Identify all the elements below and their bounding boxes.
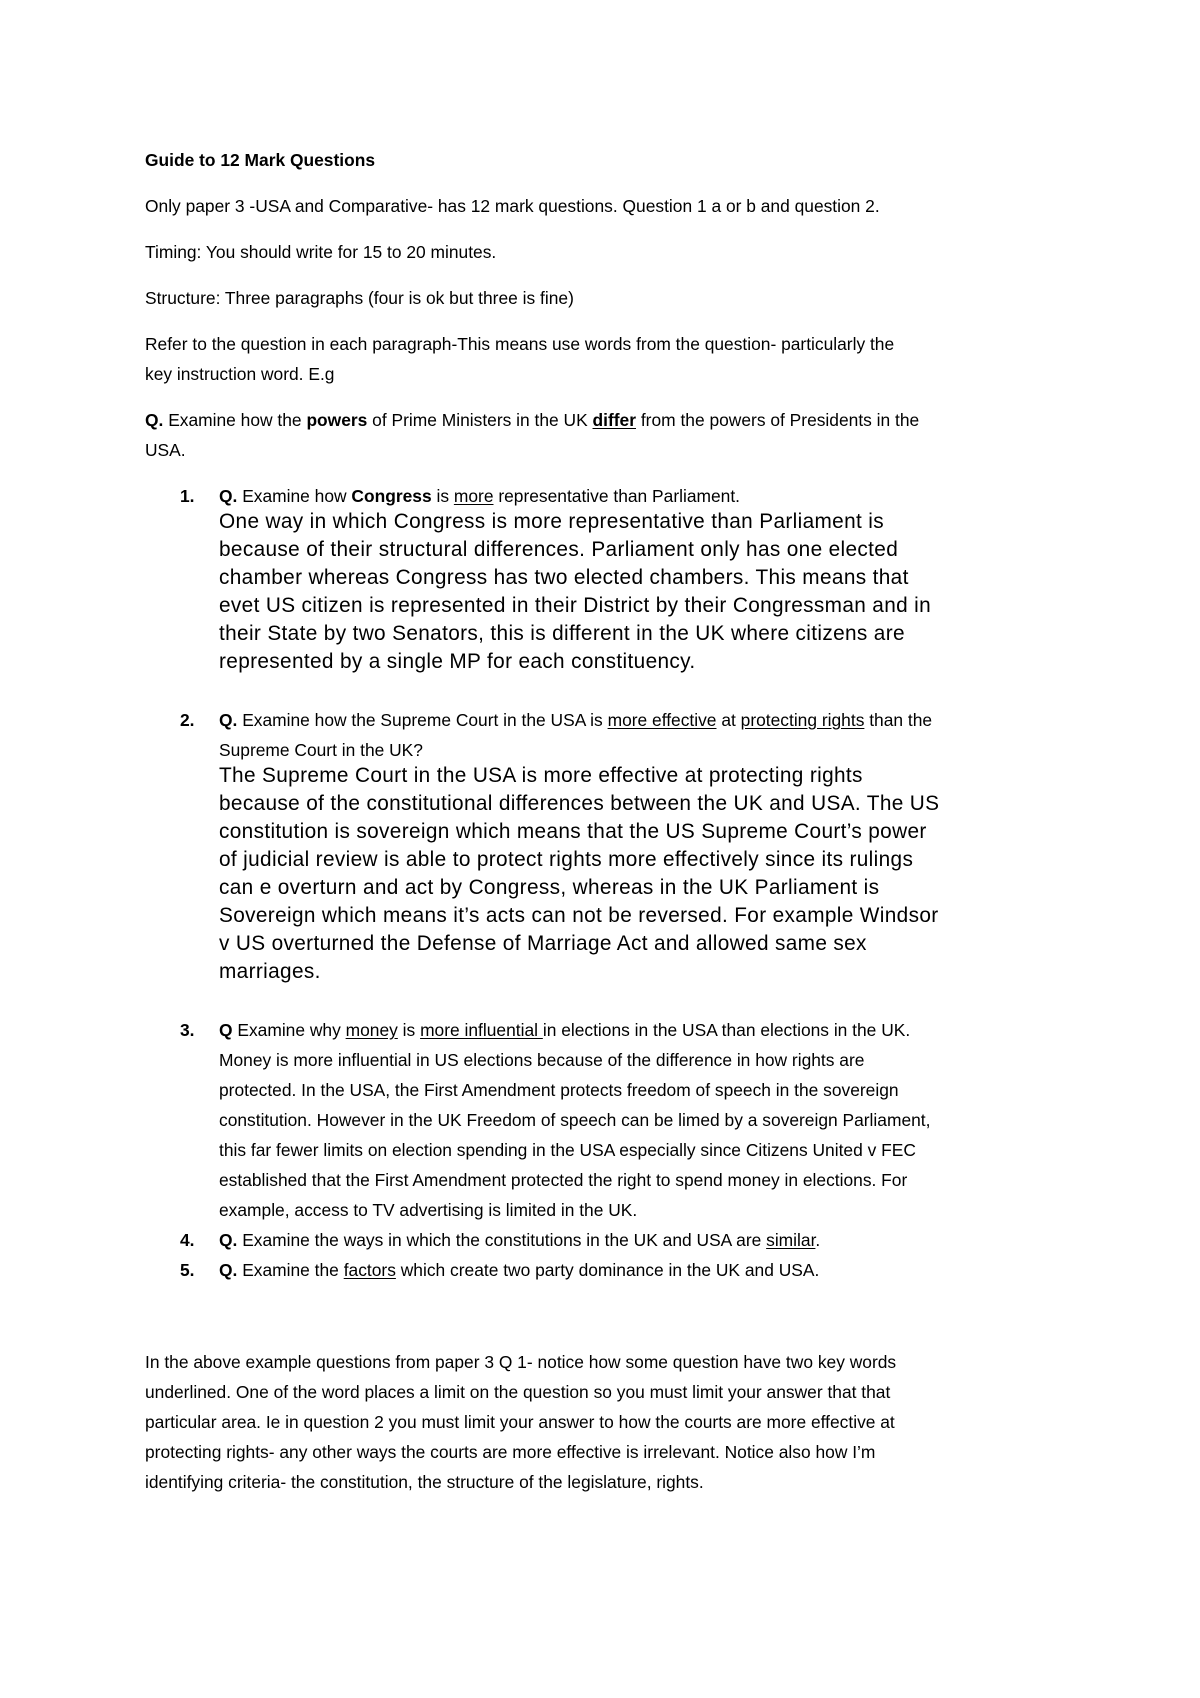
question-1-answer-line: chamber whereas Congress has two elected chambers. This means that	[219, 566, 909, 589]
question-2-q-marker: Q.	[219, 710, 238, 730]
question-5-factors: factors	[343, 1260, 396, 1280]
question-2-answer-line: Sovereign which means it’s acts can not be reversed. For example Windsor	[219, 904, 939, 927]
question-5-text-1: Examine the	[237, 1260, 344, 1280]
question-1-answer-line: because of their structural differences. Parliament only has one elected	[219, 538, 899, 561]
question-2-more-effective: more effective	[607, 710, 717, 730]
question-3-number: 3.	[180, 1020, 195, 1040]
question-2-answer-line: can e overturn and act by Congress, whereas in the UK Parliament is	[219, 876, 880, 899]
question-3-text-3: in elections in the USA than elections in the UK.	[542, 1020, 911, 1040]
question-1-q-marker: Q.	[219, 486, 238, 506]
intro-structure	[145, 290, 574, 307]
question-3-answer-line: this far fewer limits on election spending in the USA especially since Citizens United v FEC	[219, 1140, 916, 1160]
example-question-line-2: USA.	[145, 440, 186, 460]
question-3-answer-line: protected. In the USA, the First Amendment protects freedom of speech in the sovereign	[219, 1080, 899, 1100]
question-2-answer-line: marriages.	[219, 960, 321, 983]
question-4-text-1: Examine the ways in which the constitutions in the UK and USA are	[237, 1230, 767, 1250]
question-1-prompt	[219, 488, 740, 505]
question-2-prompt	[219, 712, 932, 729]
intro-only-paper: Only paper 3 -USA and Comparative- has 12 mark questions. Question 1 a or b and question 2.	[145, 196, 880, 216]
question-4-similar: similar	[766, 1230, 816, 1250]
question-2-text-2: at	[716, 710, 741, 730]
question-1-answer-line: their State by two Senators, this is different in the UK where citizens are	[219, 622, 905, 645]
question-2-prompt-line-2: Supreme Court in the UK?	[219, 740, 423, 760]
question-4-text-2: .	[815, 1230, 821, 1250]
question-3-answer-line: example, access to TV advertising is limited in the UK.	[219, 1200, 638, 1220]
example-q-text-1: Examine how the	[163, 410, 307, 430]
question-4-prompt	[219, 1232, 820, 1249]
example-q-differ: differ	[592, 410, 636, 430]
closing-line: protecting rights- any other ways the courts are more effective is irrelevant. Notice also how I’m	[145, 1442, 876, 1462]
intro-refer-line-2: key instruction word. E.g	[145, 364, 335, 384]
question-3-text-2: is	[397, 1020, 421, 1040]
question-1-text-1: Examine how	[237, 486, 352, 506]
question-5-q-marker: Q.	[219, 1260, 238, 1280]
example-q-text-3: from the powers of Presidents in the	[636, 410, 920, 430]
example-q-text-2: of Prime Ministers in the UK	[367, 410, 593, 430]
question-4-q-marker: Q.	[219, 1230, 238, 1250]
closing-line: identifying criteria- the constitution, the structure of the legislature, rights.	[145, 1472, 704, 1492]
question-2-answer-line: The Supreme Court in the USA is more effective at protecting rights	[219, 764, 863, 787]
question-5-text-2: which create two party dominance in the UK and USA.	[395, 1260, 820, 1280]
example-q-powers: powers	[306, 410, 368, 430]
question-5-number: 5.	[180, 1260, 195, 1280]
question-3-answer-line: constitution. However in the UK Freedom of speech can be limed by a sovereign Parliament,	[219, 1110, 931, 1130]
example-question-line-1	[145, 412, 919, 429]
question-2-text-3: than the	[864, 710, 933, 730]
question-1-text-2: is	[431, 486, 454, 506]
question-1-number: 1.	[180, 486, 195, 506]
question-3-q-marker: Q	[219, 1020, 233, 1040]
intro-refer-line-1: Refer to the question in each paragraph-This means use words from the question- particularly the	[145, 334, 895, 354]
question-1-congress: Congress	[351, 486, 432, 506]
question-1-answer-line: represented by a single MP for each constituency.	[219, 650, 696, 673]
example-q-marker: Q.	[145, 410, 164, 430]
closing-line: underlined. One of the word places a limit on the question so you must limit your answer that that	[145, 1382, 891, 1402]
question-5-prompt	[219, 1262, 819, 1279]
question-2-answer-line: of judicial review is able to protect rights more effectively since its rulings	[219, 848, 914, 871]
question-2-text-1: Examine how the Supreme Court in the USA is	[237, 710, 608, 730]
timing-text: : You should write for 15 to 20 minutes.	[196, 242, 497, 262]
timing-label: Timing	[145, 242, 197, 262]
intro-timing	[145, 244, 496, 261]
question-3-answer-line: Money is more influential in US elections because of the difference in how rights are	[219, 1050, 865, 1070]
question-3-answer-line: established that the First Amendment protected the right to spend money in elections. For	[219, 1170, 908, 1190]
question-1-answer-line: One way in which Congress is more representative than Parliament is	[219, 510, 884, 533]
structure-text: : Three paragraphs (four is ok but three is fine)	[215, 288, 574, 308]
question-1-text-3: representative than Parliament.	[493, 486, 741, 506]
question-1-answer-line: evet US citizen is represented in their District by their Congressman and in	[219, 594, 932, 617]
question-3-prompt	[219, 1022, 910, 1039]
question-4-number: 4.	[180, 1230, 195, 1250]
closing-line: particular area. Ie in question 2 you must limit your answer to how the courts are more effective at	[145, 1412, 895, 1432]
question-2-number: 2.	[180, 710, 195, 730]
question-2-protecting-rights: protecting rights	[740, 710, 865, 730]
document-title: Guide to 12 Mark Questions	[145, 150, 375, 170]
question-3-text-1: Examine why	[232, 1020, 346, 1040]
question-3-more-influential: more influential	[420, 1020, 543, 1040]
question-2-answer-line: v US overturned the Defense of Marriage Act and allowed same sex	[219, 932, 867, 955]
question-1-more: more	[453, 486, 494, 506]
question-2-answer-line: constitution is sovereign which means that the US Supreme Court’s power	[219, 820, 927, 843]
structure-label: Structure	[145, 288, 216, 308]
question-2-answer-line: because of the constitutional differences between the UK and USA. The US	[219, 792, 940, 815]
question-3-money: money	[345, 1020, 398, 1040]
closing-line: In the above example questions from paper 3 Q 1- notice how some question have two key words	[145, 1352, 897, 1372]
